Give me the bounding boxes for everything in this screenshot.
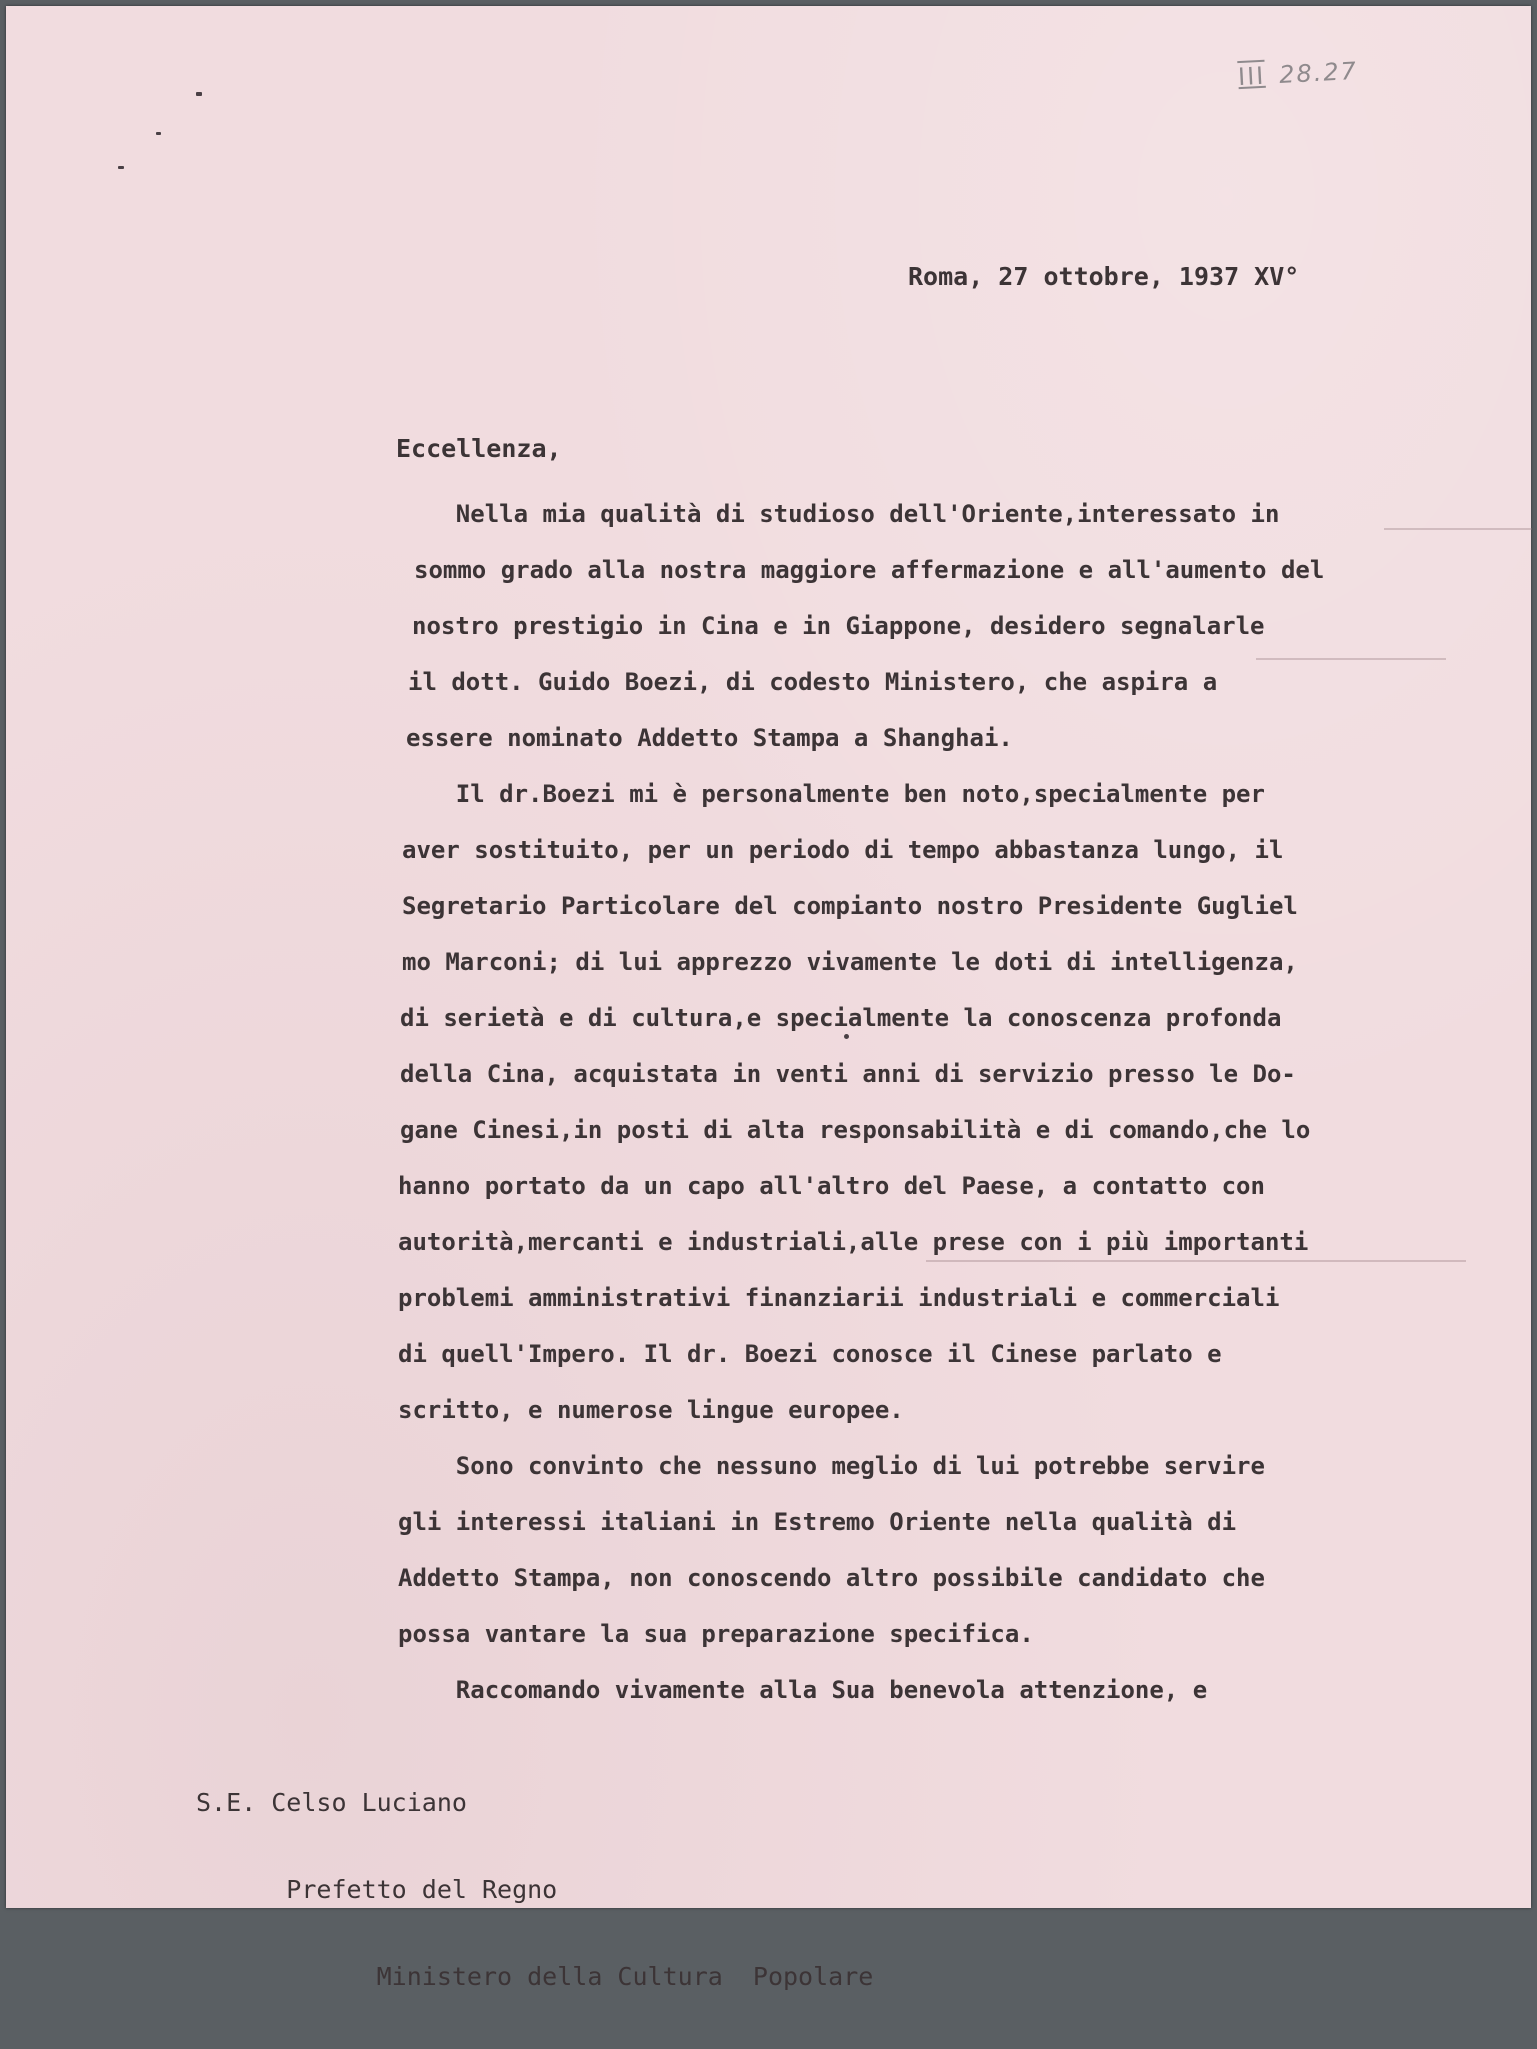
body-line: gane Cinesi,in posti di alta responsabilità e di comando,che lo	[400, 1116, 1311, 1144]
body-line: il dott. Guido Boezi, di codesto Ministero, che aspira a	[408, 668, 1218, 696]
body-line: sommo grado alla nostra maggiore affermazione e all'aumento del	[414, 556, 1325, 584]
body-line: della Cina, acquistata in venti anni di servizio presso le Do-	[400, 1060, 1296, 1088]
letter-date: Roma, 27 ottobre, 1937 XV°	[908, 262, 1300, 291]
address-line: S.E. Celso Luciano	[196, 1788, 467, 1817]
body-line: Sono convinto che nessuno meglio di lui potrebbe servire	[398, 1452, 1265, 1480]
address-line: Prefetto del Regno	[196, 1875, 558, 1904]
body-line: problemi amministrativi finanziarii industriali e commerciali	[398, 1284, 1280, 1312]
pencil-annotation-date: 28.27	[1278, 56, 1359, 89]
body-line: Segretario Particolare del compianto nostro Presidente Gugliel	[402, 892, 1298, 920]
paper-speck	[196, 92, 202, 96]
body-line: Addetto Stampa, non conoscendo altro possibile candidato che	[398, 1564, 1265, 1592]
pencil-annotation-roman: III	[1237, 61, 1267, 92]
body-line: Raccomando vivamente alla Sua benevola attenzione, e	[398, 1676, 1208, 1704]
body-line: Nella mia qualità di studioso dell'Oriente,interessato in	[398, 500, 1280, 528]
body-line: hanno portato da un capo all'altro del Paese, a contatto con	[398, 1172, 1265, 1200]
body-line: Il dr.Boezi mi è personalmente ben noto,specialmente per	[398, 780, 1265, 808]
recipient-address	[196, 1730, 873, 2049]
body-line: nostro prestigio in Cina e in Giappone, desidero segnalarle	[412, 612, 1265, 640]
letter-salutation: Eccellenza,	[396, 434, 562, 463]
body-line: di serietà e di cultura,e specialmente la conoscenza profonda	[400, 1004, 1282, 1032]
body-line: essere nominato Addetto Stampa a Shanghai.	[406, 724, 1013, 752]
body-line: aver sostituito, per un periodo di tempo abbastanza lungo, il	[402, 836, 1284, 864]
pencil-annotation	[1237, 57, 1358, 91]
body-line: mo Marconi; di lui apprezzo vivamente le doti di intelligenza,	[402, 948, 1298, 976]
paper-speck	[156, 132, 161, 135]
paper-speck	[118, 166, 124, 169]
letter-page	[6, 6, 1531, 1991]
body-line: possa vantare la sua preparazione specifica.	[398, 1620, 1034, 1648]
address-line: Ministero della Cultura Popolare	[196, 1962, 874, 1991]
body-line: gli interessi italiani in Estremo Oriente nella qualità di	[398, 1508, 1237, 1536]
body-line: scritto, e numerose lingue europee.	[398, 1396, 904, 1424]
body-line: autorità,mercanti e industriali,alle prese con i più importanti	[398, 1228, 1309, 1256]
letter-body	[398, 486, 1498, 1718]
body-line: di quell'Impero. Il dr. Boezi conosce il Cinese parlato e	[398, 1340, 1222, 1368]
